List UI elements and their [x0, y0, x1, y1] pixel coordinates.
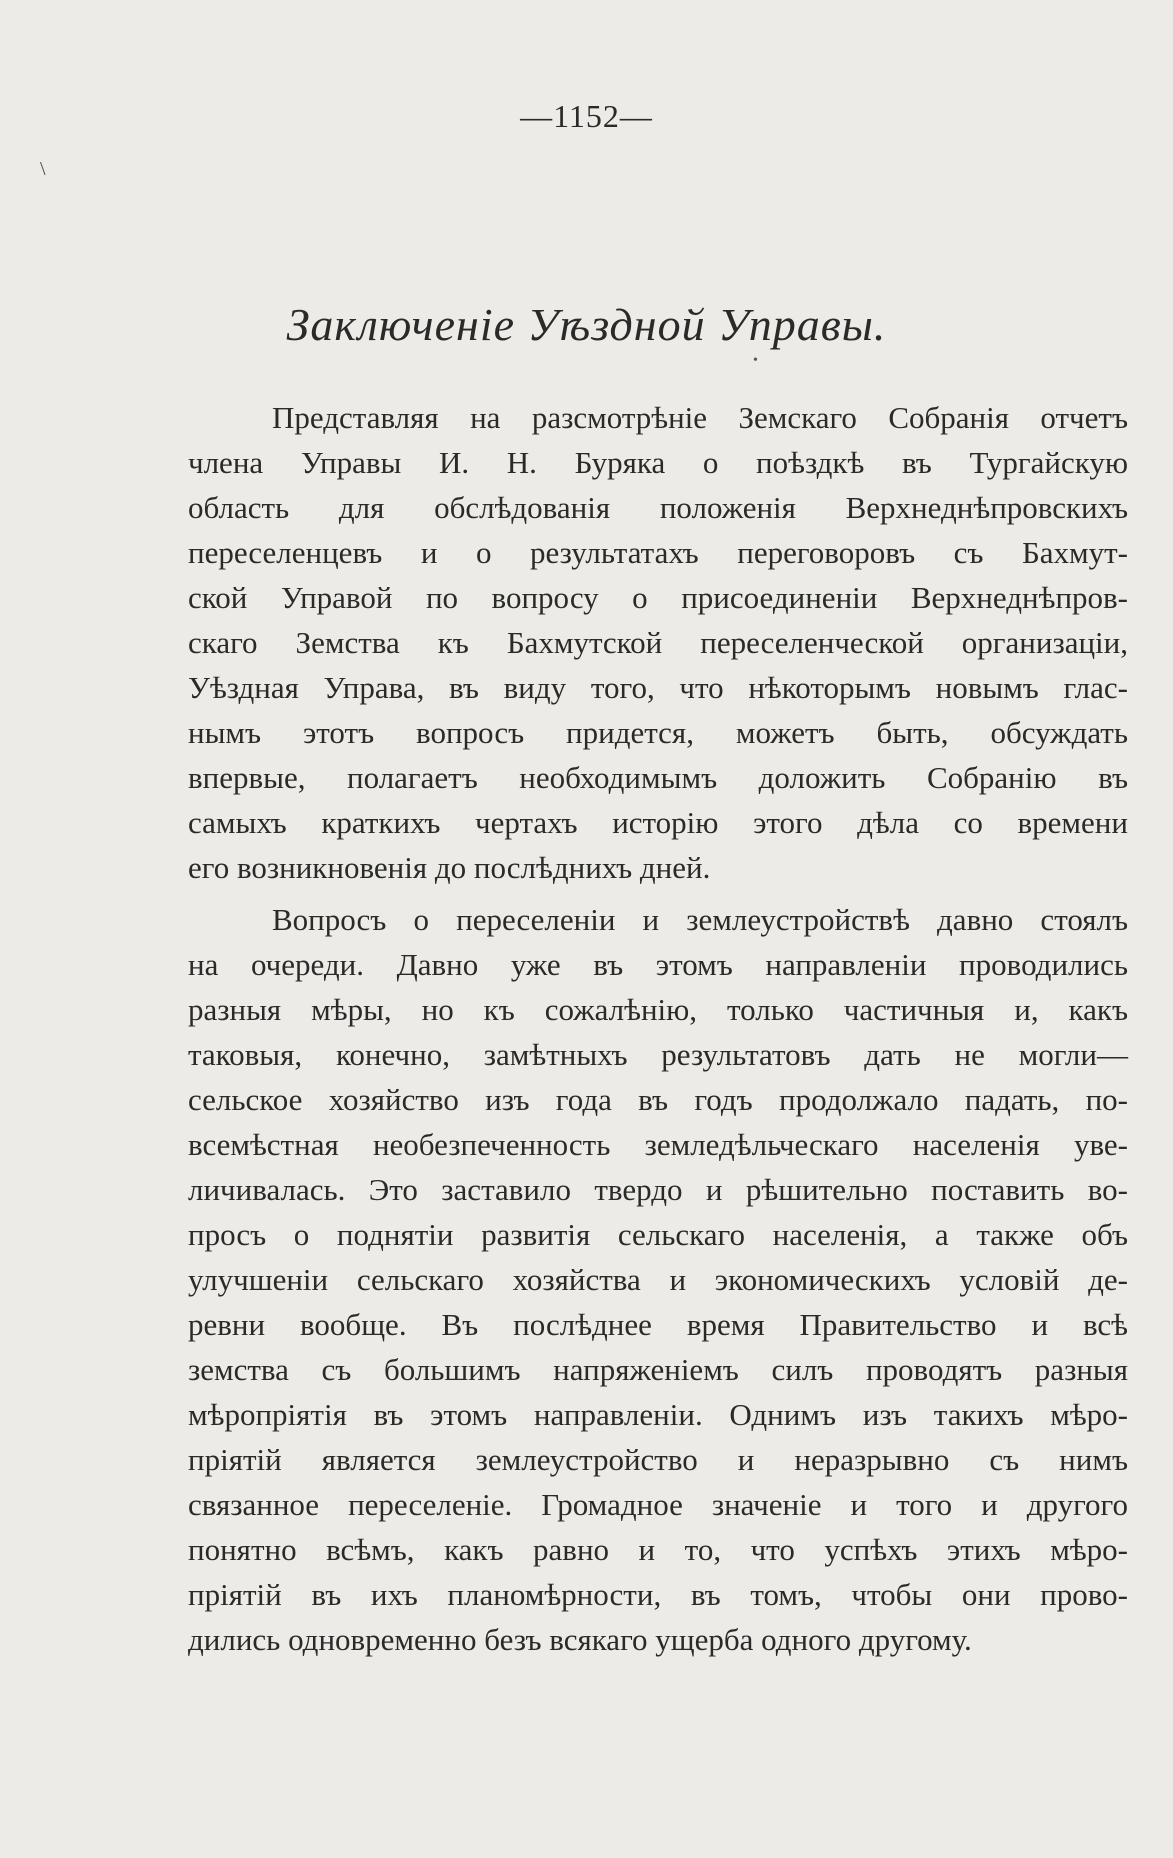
- text-line: нымъ этотъ вопросъ придется, можетъ быть, обсуждать: [188, 715, 1128, 750]
- text-line: Представляя на разсмотрѣніе Земскаго Собранія отчетъ: [272, 400, 1128, 435]
- text-line: понятно всѣмъ, какъ равно и то, что успѣхъ этихъ мѣро-: [188, 1532, 1128, 1567]
- text-line: улучшеніи сельскаго хозяйства и экономическихъ условій де-: [188, 1262, 1128, 1297]
- text-line: связанное переселеніе. Громадное значеніе и того и другого: [188, 1487, 1128, 1522]
- text-line: область для обслѣдованія положенія Верхнеднѣпровскихъ: [188, 490, 1128, 525]
- text-line: Уѣздная Управа, въ виду того, что нѣкоторымъ новымъ глас-: [188, 670, 1128, 705]
- text-line: на очереди. Давно уже въ этомъ направленіи проводились: [188, 947, 1128, 982]
- text-line: пріятій является землеустройство и неразрывно съ нимъ: [188, 1442, 1128, 1477]
- text-line: ревни вообще. Въ послѣднее время Правительство и всѣ: [188, 1307, 1128, 1342]
- section-title: Заключеніе Уѣздной Управы.: [286, 299, 887, 350]
- text-line: скаго Земства къ Бахмутской переселенческой организаціи,: [188, 625, 1128, 660]
- body-text: [188, 395, 1128, 1662]
- paragraph-1: [188, 395, 1128, 890]
- text-line: Вопросъ о переселеніи и землеустройствѣ давно стоялъ: [272, 902, 1128, 937]
- text-line: мѣропріятія въ этомъ направленіи. Однимъ изъ такихъ мѣро-: [188, 1397, 1128, 1432]
- text-line: впервые, полагаетъ необходимымъ доложить Собранію въ: [188, 760, 1128, 795]
- text-line: земства съ большимъ напряженіемъ силъ проводятъ разныя: [188, 1352, 1128, 1387]
- text-line: переселенцевъ и о результатахъ переговоровъ съ Бахмут-: [188, 535, 1128, 570]
- text-line: разныя мѣры, но къ сожалѣнію, только частичныя и, какъ: [188, 992, 1128, 1027]
- text-line: сельское хозяйство изъ года въ годъ продолжало падать, по-: [188, 1082, 1128, 1117]
- text-line: самыхъ краткихъ чертахъ исторію этого дѣла со времени: [188, 805, 1128, 840]
- text-line: его возникновенія до послѣднихъ дней.: [188, 850, 711, 885]
- page-number: —1152—: [520, 98, 653, 134]
- ink-dot: •: [753, 353, 758, 368]
- text-line: члена Управы И. Н. Буряка о поѣздкѣ въ Тургайскую: [188, 445, 1128, 480]
- stray-mark: \: [40, 158, 46, 180]
- text-line: просъ о поднятіи развитія сельскаго населенія, а также объ: [188, 1217, 1128, 1252]
- text-line: всемѣстная необезпеченность земледѣльческаго населенія уве-: [188, 1127, 1128, 1162]
- text-line: пріятій въ ихъ планомѣрности, въ томъ, чтобы они прово-: [188, 1577, 1128, 1612]
- text-line: таковыя, конечно, замѣтныхъ результатовъ дать не могли—: [188, 1037, 1128, 1072]
- text-line: личивалась. Это заставило твердо и рѣшительно поставить во-: [188, 1172, 1128, 1207]
- paragraph-2: [188, 897, 1128, 1662]
- text-line: ской Управой по вопросу о присоединеніи Верхнеднѣпров-: [188, 580, 1128, 615]
- text-line: дились одновременно безъ всякаго ущерба одного другому.: [188, 1622, 972, 1657]
